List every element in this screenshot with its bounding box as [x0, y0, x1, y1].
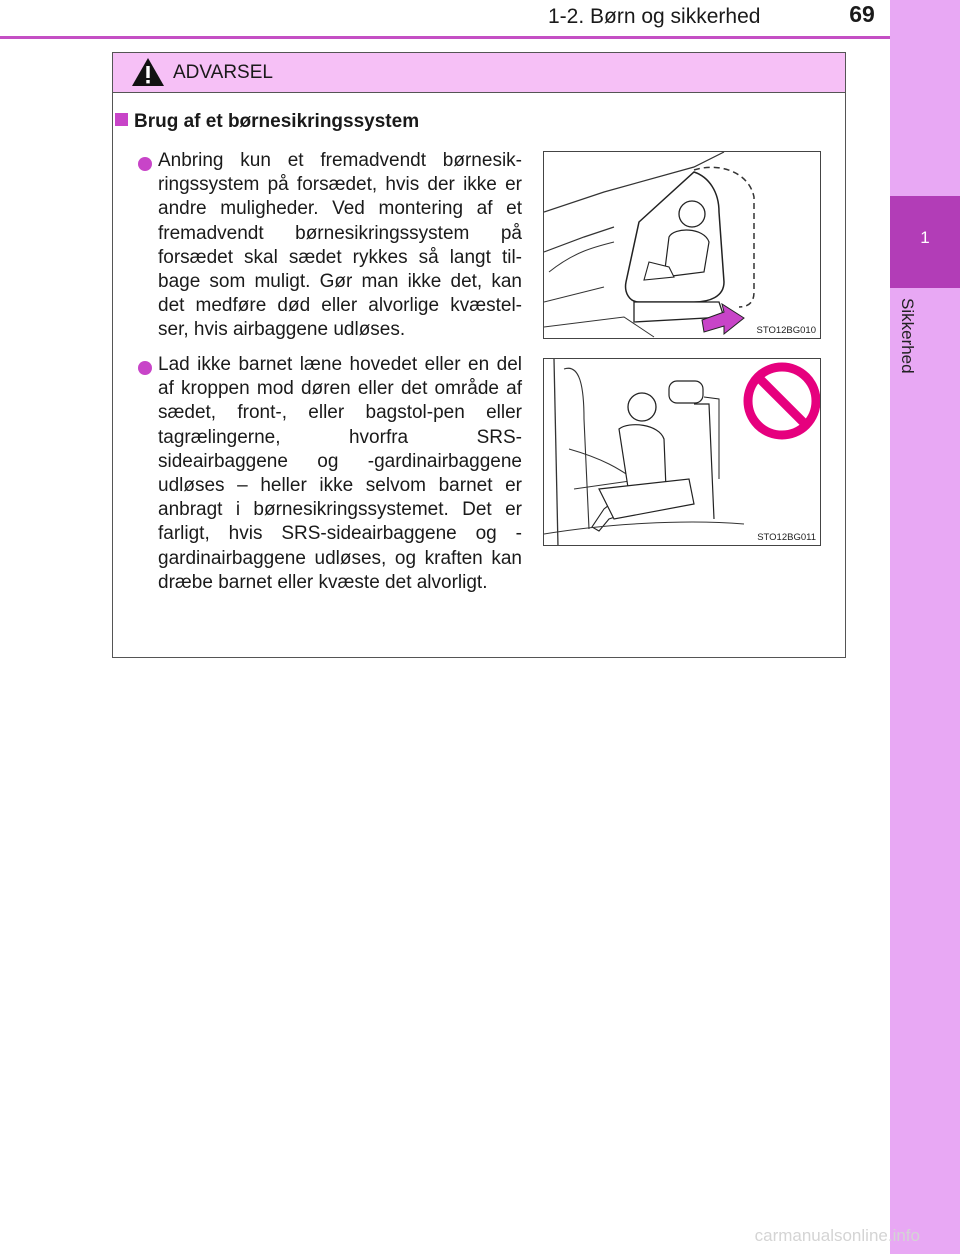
warning-item-2-text: Lad ikke barnet læne hovedet eller en del af kroppen mod døren eller det område af sædet, front-, eller bagstol-pen eller tagrælingerne, hvorfra SRS-sideairbaggene og -gardinairbaggene udløses – heller ikke selvom barnet er anbragt i børnesikringssystemet. Det er farligt, hvis SRS-sideairbaggene og -gardinairbaggene udløses, og kraften kan dræbe barnet eller kvæste det alvorligt. — [158, 354, 522, 593]
child-seat-illustration — [544, 152, 821, 339]
bullet-dot-icon — [138, 361, 152, 375]
footer-watermark: carmanualsonline.info — [754, 1226, 920, 1245]
figure-child-seat-front — [543, 151, 821, 339]
chapter-label: Sikkerhed — [898, 298, 917, 374]
section-heading — [115, 109, 419, 135]
prohibition-icon — [748, 367, 816, 435]
warning-header — [113, 53, 845, 93]
page-number: 69 — [849, 1, 875, 27]
side-strip — [890, 0, 960, 1254]
figure-child-leaning-door — [543, 358, 821, 546]
warning-title: ADVARSEL — [173, 62, 273, 83]
square-bullet-icon — [115, 113, 128, 126]
figure-code: STO12BG010 — [756, 325, 816, 336]
warning-triangle-icon — [131, 57, 165, 87]
section-heading-text: Brug af et børnesikringssystem — [134, 111, 420, 132]
section-title: 1-2. Børn og sikkerhed — [548, 5, 761, 28]
warning-item-1-text: Anbring kun et fremadvendt børnesik-ringssystem på forsædet, hvis der ikke er andre muligheder. Ved montering af et fremadvendt børnesikringssystem på forsædet skal sædet rykkes så langt til-bage som muligt. Gør man ikke det, kan det medføre død eller alvorlige kvæstel-ser, hvis airbaggene udløses. — [158, 150, 522, 341]
header-rule — [0, 36, 890, 39]
warning-box — [112, 52, 846, 658]
figure-code: STO12BG011 — [757, 532, 816, 543]
chapter-number: 1 — [920, 228, 930, 247]
child-leaning-illustration — [544, 359, 821, 546]
bullet-dot-icon — [138, 157, 152, 171]
